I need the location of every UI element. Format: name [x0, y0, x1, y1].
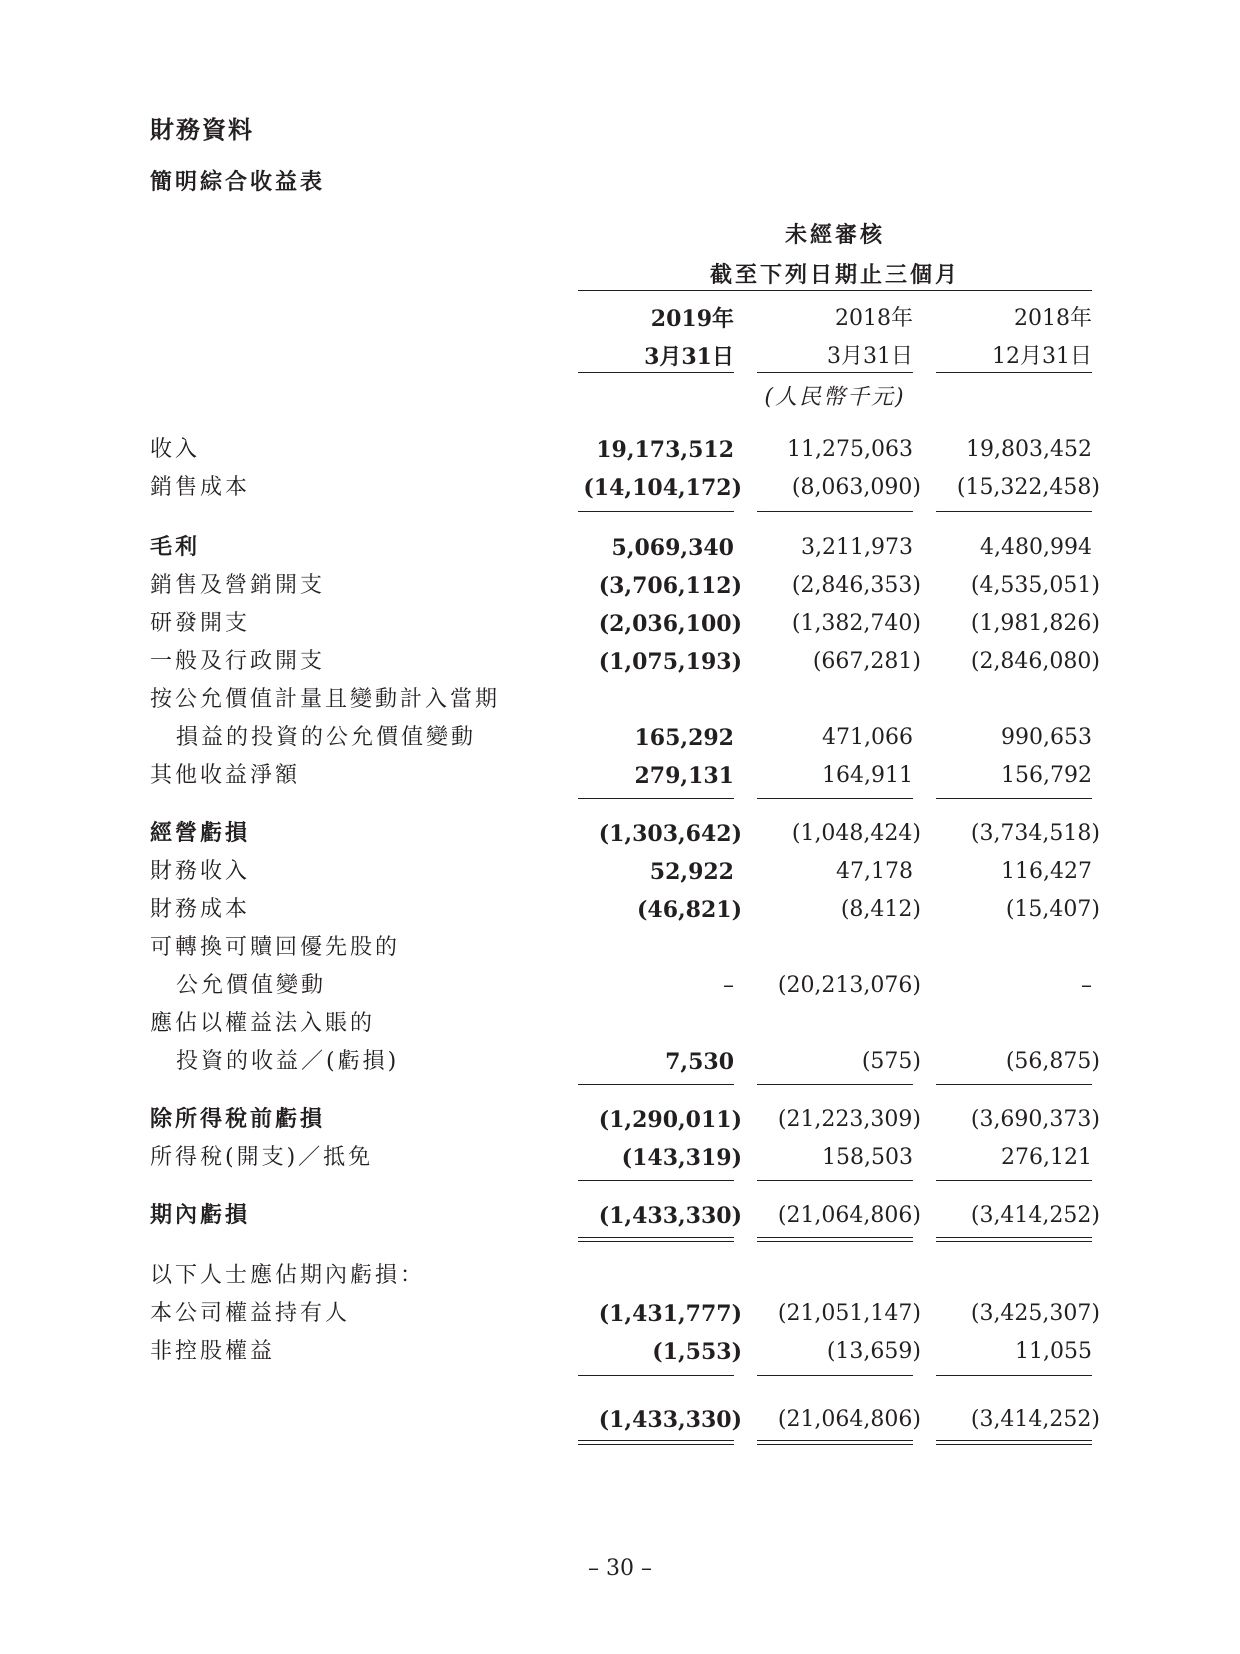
value-2019-mar: (14,104,172) [583, 475, 742, 501]
value-2018-dec: 116,427 [1001, 859, 1092, 884]
row-equity-method-share [0, 1044, 1240, 1080]
subtotal-rule [936, 1375, 1092, 1376]
value-2018-mar: (21,064,806) [777, 1203, 921, 1228]
audit-label: 未經審核 [784, 223, 885, 248]
row-label: 財務收入 [150, 859, 251, 884]
row-label: 以下人士應佔期內虧損： [150, 1263, 426, 1288]
statement-title: 簡明綜合收益表 [150, 170, 326, 195]
value-2018-mar: (575) [861, 1049, 921, 1074]
value-2019-mar: (1,431,777) [598, 1301, 742, 1327]
subtotal-rule [757, 511, 913, 512]
value-2019-mar: 165,292 [634, 725, 734, 751]
subtotal-rule [578, 798, 734, 799]
row-equity-method-heading [0, 1006, 1240, 1042]
row-attributable-total [0, 1402, 1240, 1438]
subtotal-rule [757, 1180, 913, 1181]
subtotal-rule [757, 798, 913, 799]
row-fvtpl-change [0, 720, 1240, 756]
row-label: 銷售及營銷開支 [150, 573, 326, 598]
value-2018-mar: (8,412) [840, 897, 921, 922]
row-label: 毛利 [150, 535, 201, 560]
row-label: 經營虧損 [150, 821, 251, 846]
value-2019-mar: (1,290,011) [598, 1107, 742, 1133]
row-label: 銷售成本 [150, 475, 251, 500]
row-non-controlling [0, 1334, 1240, 1370]
row-label: 其他收益淨額 [150, 763, 301, 788]
value-2018-mar: 3,211,973 [801, 535, 913, 560]
total-double-rule [936, 1237, 1092, 1242]
row-operating-loss [0, 816, 1240, 852]
subtotal-rule [936, 511, 1092, 512]
subtotal-rule [757, 1084, 913, 1085]
col-1-header-rule [578, 372, 734, 373]
value-2018-mar: 158,503 [822, 1145, 913, 1170]
value-2019-mar: (1,075,193) [598, 649, 742, 675]
row-other-gains [0, 758, 1240, 794]
value-2018-mar: (21,064,806) [777, 1407, 921, 1432]
row-label: 非控股權益 [150, 1339, 276, 1364]
value-2018-dec: (3,414,252) [970, 1203, 1100, 1228]
value-2018-dec: (3,734,518) [970, 821, 1100, 846]
row-label: 研發開支 [150, 611, 251, 636]
row-gross-profit [0, 530, 1240, 566]
value-2018-dec: (3,425,307) [970, 1301, 1100, 1326]
row-label: 除所得稅前虧損 [150, 1107, 326, 1132]
row-finance-income [0, 854, 1240, 890]
row-loss-before-tax [0, 1102, 1240, 1138]
subtotal-rule [578, 1180, 734, 1181]
col-2-header-rule [757, 372, 913, 373]
value-2018-dec: 11,055 [1015, 1339, 1092, 1364]
value-2019-mar: (1,433,330) [598, 1407, 742, 1433]
subtotal-rule [578, 1084, 734, 1085]
value-2018-mar: 164,911 [822, 763, 913, 788]
value-2018-mar: 471,066 [822, 725, 913, 750]
value-2019-mar: – [723, 973, 734, 998]
value-2018-dec: 4,480,994 [980, 535, 1092, 560]
value-2018-dec: (15,407) [1005, 897, 1100, 922]
row-label: 收入 [150, 437, 201, 462]
row-attributable-heading [0, 1258, 1240, 1294]
col-3-year: 2018年 [1014, 306, 1092, 331]
page-number: – 30 – [588, 1556, 652, 1581]
row-equity-holders [0, 1296, 1240, 1332]
value-2018-dec: 19,803,452 [966, 437, 1092, 462]
row-label: 財務成本 [150, 897, 251, 922]
row-cost-of-sales [0, 470, 1240, 506]
value-2018-mar: (1,048,424) [791, 821, 921, 846]
value-2018-mar: (20,213,076) [777, 973, 921, 998]
row-label: 可轉換可贖回優先股的 [150, 935, 401, 960]
row-label: 期內虧損 [150, 1203, 251, 1228]
row-label: 應佔以權益法入賬的 [150, 1011, 376, 1036]
subtotal-rule [936, 1180, 1092, 1181]
value-2019-mar: (2,036,100) [598, 611, 742, 637]
value-2019-mar: 7,530 [665, 1049, 734, 1075]
value-2019-mar: (3,706,112) [598, 573, 742, 599]
col-1-year: 2019年 [650, 306, 734, 332]
subtotal-rule [578, 1375, 734, 1376]
section-title: 財務資料 [150, 116, 254, 144]
row-fvtpl-heading [0, 682, 1240, 718]
row-preferred-shares-fv-change [0, 968, 1240, 1004]
row-label: 損益的投資的公允價值變動 [176, 725, 477, 750]
value-2018-mar: 47,178 [836, 859, 913, 884]
total-double-rule [578, 1440, 734, 1445]
value-2018-mar: (21,223,309) [777, 1107, 921, 1132]
row-admin-expenses [0, 644, 1240, 680]
row-label: 所得稅(開支)／抵免 [150, 1145, 374, 1170]
col-2-year: 2018年 [835, 306, 913, 331]
total-double-rule [936, 1440, 1092, 1445]
total-double-rule [757, 1440, 913, 1445]
value-2019-mar: (1,553) [652, 1339, 742, 1365]
subtotal-rule [757, 1375, 913, 1376]
value-2018-dec: – [1081, 973, 1092, 998]
row-income-tax [0, 1140, 1240, 1176]
row-label: 本公司權益持有人 [150, 1301, 351, 1326]
col-3-header-rule [936, 372, 1092, 373]
value-2019-mar: 5,069,340 [611, 535, 734, 561]
row-loss-for-period [0, 1198, 1240, 1234]
value-2018-mar: (2,846,353) [791, 573, 921, 598]
value-2019-mar: 279,131 [634, 763, 734, 789]
value-2019-mar: 19,173,512 [596, 437, 734, 463]
period-label: 截至下列日期止三個月 [709, 263, 960, 288]
subtotal-rule [936, 798, 1092, 799]
total-double-rule [757, 1237, 913, 1242]
row-preferred-shares-heading [0, 930, 1240, 966]
row-label: 公允價值變動 [176, 973, 327, 998]
row-revenue [0, 432, 1240, 468]
col-3-date: 12月31日 [992, 344, 1092, 369]
row-finance-costs [0, 892, 1240, 928]
value-2018-mar: (8,063,090) [791, 475, 921, 500]
value-2018-dec: 990,653 [1001, 725, 1092, 750]
value-2018-dec: (1,981,826) [970, 611, 1100, 636]
value-2019-mar: (1,433,330) [598, 1203, 742, 1229]
value-2019-mar: (1,303,642) [598, 821, 742, 847]
row-label: 投資的收益／(虧損) [176, 1049, 400, 1074]
value-2018-mar: 11,275,063 [787, 437, 913, 462]
subtotal-rule [936, 1084, 1092, 1085]
value-2018-mar: (21,051,147) [777, 1301, 921, 1326]
value-2018-dec: (15,322,458) [956, 475, 1100, 500]
col-1-date: 3月31日 [644, 344, 734, 370]
value-2018-dec: (3,414,252) [970, 1407, 1100, 1432]
value-2018-dec: (2,846,080) [970, 649, 1100, 674]
value-2019-mar: 52,922 [649, 859, 734, 885]
row-label: 按公允價值計量且變動計入當期 [150, 687, 501, 712]
col-2-date: 3月31日 [827, 344, 913, 369]
row-rd-expenses [0, 606, 1240, 642]
value-2018-dec: (56,875) [1005, 1049, 1100, 1074]
currency-unit: (人民幣千元) [764, 385, 906, 410]
value-2019-mar: (46,821) [636, 897, 742, 923]
value-2018-dec: (3,690,373) [970, 1107, 1100, 1132]
value-2018-mar: (13,659) [826, 1339, 921, 1364]
header-rule [578, 290, 1092, 291]
value-2018-dec: 276,121 [1001, 1145, 1092, 1170]
value-2019-mar: (143,319) [621, 1145, 742, 1171]
row-selling-expenses [0, 568, 1240, 604]
value-2018-mar: (1,382,740) [791, 611, 921, 636]
total-double-rule [578, 1237, 734, 1242]
value-2018-mar: (667,281) [812, 649, 921, 674]
value-2018-dec: 156,792 [1001, 763, 1092, 788]
value-2018-dec: (4,535,051) [970, 573, 1100, 598]
subtotal-rule [578, 511, 734, 512]
row-label: 一般及行政開支 [150, 649, 326, 674]
